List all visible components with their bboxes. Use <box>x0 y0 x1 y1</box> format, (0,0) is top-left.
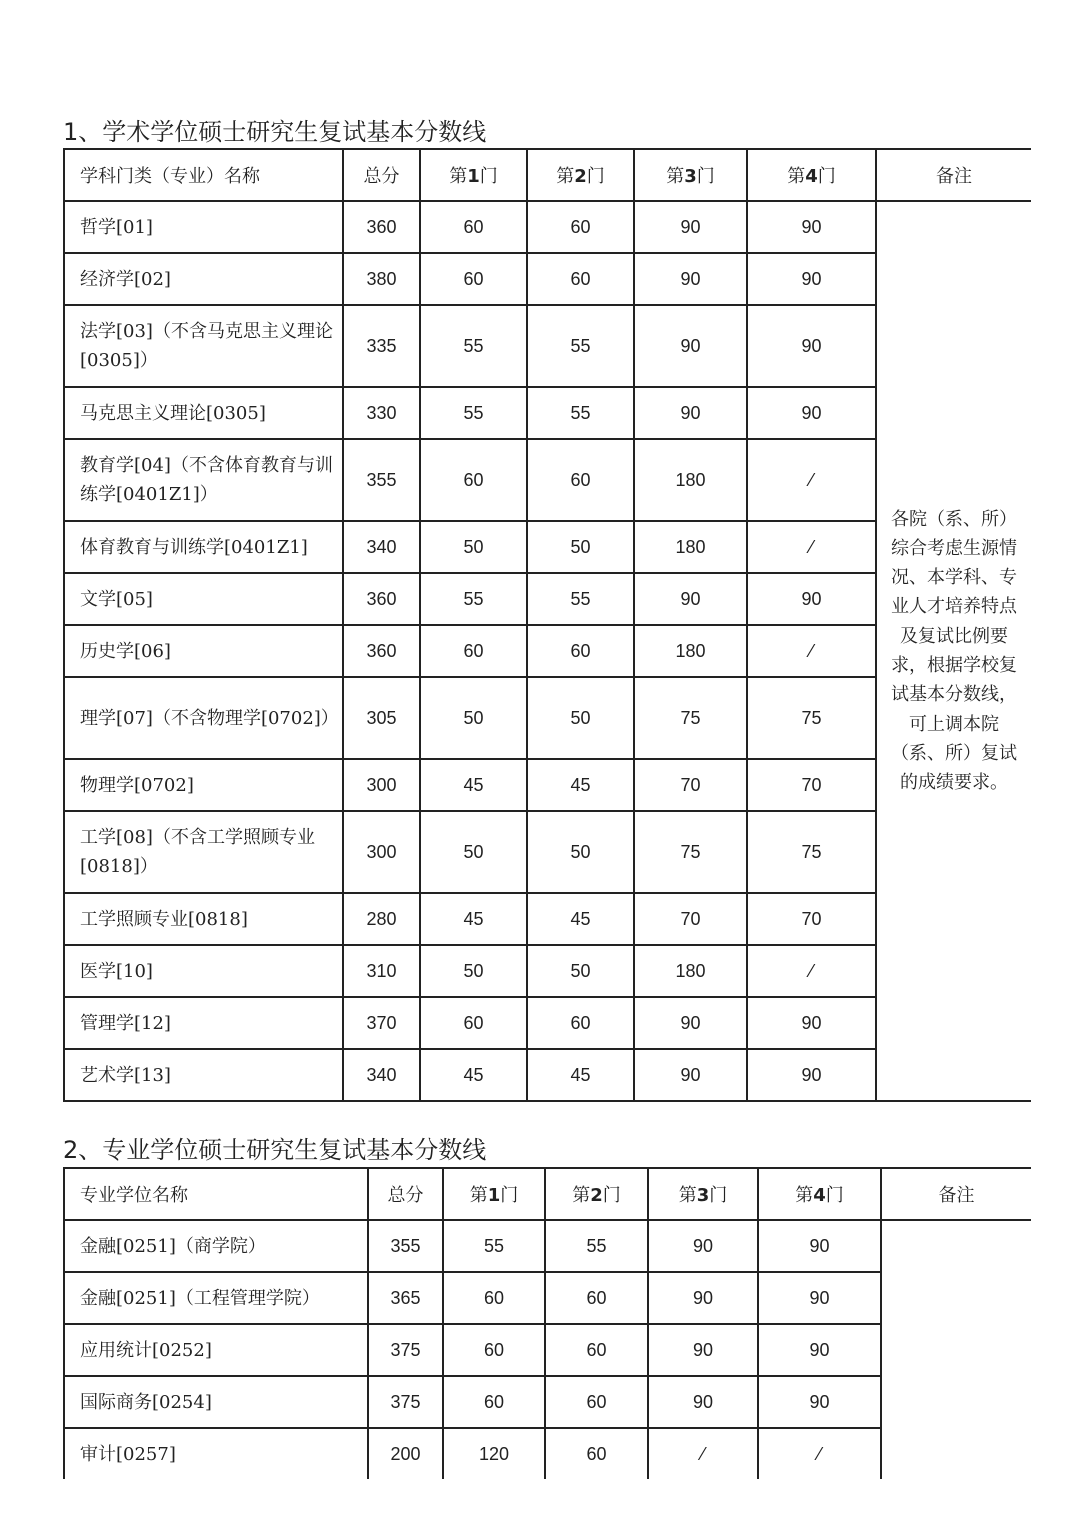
header-note: 备注 <box>881 1168 1031 1220</box>
score-4: 90 <box>747 253 876 305</box>
total-score: 360 <box>343 573 420 625</box>
score-3: 90 <box>634 201 747 253</box>
total-score: 300 <box>343 759 420 811</box>
score-2: 60 <box>527 997 634 1049</box>
score-1: 60 <box>420 439 527 521</box>
score-4: 90 <box>758 1272 881 1324</box>
header-subject-2: 第2门 <box>527 149 634 201</box>
score-4-not-applicable: ⁄ <box>747 521 876 573</box>
score-4: 90 <box>758 1324 881 1376</box>
score-4-not-applicable: ⁄ <box>758 1428 881 1479</box>
academic-score-table <box>63 148 1031 1102</box>
header-subject-2: 第2门 <box>545 1168 648 1220</box>
subject-name: 管理学[12] <box>64 997 343 1049</box>
score-1: 60 <box>443 1376 545 1428</box>
total-score: 360 <box>343 201 420 253</box>
header-subject-3: 第3门 <box>648 1168 758 1220</box>
score-2: 60 <box>527 625 634 677</box>
score-1: 50 <box>420 945 527 997</box>
subject-name: 哲学[01] <box>64 201 343 253</box>
score-2: 55 <box>527 387 634 439</box>
header-note: 备注 <box>876 149 1031 201</box>
score-4: 90 <box>747 573 876 625</box>
score-3: 90 <box>648 1220 758 1272</box>
subject-name: 文学[05] <box>64 573 343 625</box>
total-score: 370 <box>343 997 420 1049</box>
note-cell: 各院（系、所）综合考虑生源情况、本学科、专业人才培养特点及复试比例要求，根据学校复试基本分数线，可上调本院（系、所）复试的成绩要求。 <box>876 201 1031 1101</box>
subject-name: 历史学[06] <box>64 625 343 677</box>
header-subject-4: 第4门 <box>747 149 876 201</box>
total-score: 305 <box>343 677 420 759</box>
header-subject-1: 第1门 <box>443 1168 545 1220</box>
score-4: 90 <box>758 1376 881 1428</box>
score-2: 50 <box>527 521 634 573</box>
score-1: 55 <box>443 1220 545 1272</box>
total-score: 355 <box>343 439 420 521</box>
score-1: 60 <box>420 625 527 677</box>
score-2: 50 <box>527 811 634 893</box>
professional-score-table <box>63 1167 1031 1479</box>
score-2: 55 <box>527 573 634 625</box>
section1-title: 1、学术学位硕士研究生复试基本分数线 <box>63 118 487 146</box>
score-4-not-applicable: ⁄ <box>747 625 876 677</box>
score-3: 90 <box>634 305 747 387</box>
score-2: 60 <box>527 201 634 253</box>
score-3: 90 <box>634 573 747 625</box>
score-3-not-applicable: ⁄ <box>648 1428 758 1479</box>
subject-name: 医学[10] <box>64 945 343 997</box>
score-2: 60 <box>527 253 634 305</box>
header-total: 总分 <box>343 149 420 201</box>
score-3: 90 <box>634 1049 747 1101</box>
score-2: 60 <box>545 1428 648 1479</box>
score-3: 75 <box>634 811 747 893</box>
score-3: 180 <box>634 439 747 521</box>
score-3: 75 <box>634 677 747 759</box>
total-score: 375 <box>368 1324 443 1376</box>
score-4: 90 <box>747 201 876 253</box>
table-row <box>64 1220 1031 1272</box>
total-score: 380 <box>343 253 420 305</box>
score-2: 45 <box>527 893 634 945</box>
subject-name: 理学[07]（不含物理学[0702]） <box>64 677 343 759</box>
subject-name: 工学照顾专业[0818] <box>64 893 343 945</box>
score-4-not-applicable: ⁄ <box>747 945 876 997</box>
degree-name: 金融[0251]（工程管理学院） <box>64 1272 368 1324</box>
score-1: 60 <box>443 1324 545 1376</box>
score-2: 60 <box>545 1376 648 1428</box>
total-score: 365 <box>368 1272 443 1324</box>
score-1: 60 <box>420 997 527 1049</box>
total-score: 375 <box>368 1376 443 1428</box>
subject-name: 体育教育与训练学[0401Z1] <box>64 521 343 573</box>
score-2: 50 <box>527 677 634 759</box>
score-2: 50 <box>527 945 634 997</box>
subject-name: 艺术学[13] <box>64 1049 343 1101</box>
score-4: 90 <box>747 997 876 1049</box>
score-4: 70 <box>747 759 876 811</box>
score-2: 60 <box>545 1272 648 1324</box>
total-score: 340 <box>343 1049 420 1101</box>
score-4: 90 <box>747 387 876 439</box>
score-3: 70 <box>634 893 747 945</box>
score-4: 75 <box>747 677 876 759</box>
score-2: 45 <box>527 1049 634 1101</box>
degree-name: 金融[0251]（商学院） <box>64 1220 368 1272</box>
subject-name: 物理学[0702] <box>64 759 343 811</box>
score-1: 55 <box>420 387 527 439</box>
table-header-row <box>64 1168 1031 1220</box>
score-4: 75 <box>747 811 876 893</box>
score-1: 120 <box>443 1428 545 1479</box>
subject-name: 马克思主义理论[0305] <box>64 387 343 439</box>
score-2: 55 <box>545 1220 648 1272</box>
score-3: 90 <box>648 1324 758 1376</box>
table-header-row <box>64 149 1031 201</box>
score-2: 55 <box>527 305 634 387</box>
score-1: 50 <box>420 677 527 759</box>
total-score: 280 <box>343 893 420 945</box>
degree-name: 应用统计[0252] <box>64 1324 368 1376</box>
subject-name: 教育学[04]（不含体育教育与训练学[0401Z1]） <box>64 439 343 521</box>
subject-name: 法学[03]（不含马克思主义理论[0305]） <box>64 305 343 387</box>
score-4: 90 <box>747 1049 876 1101</box>
header-subject-3: 第3门 <box>634 149 747 201</box>
score-4-not-applicable: ⁄ <box>747 439 876 521</box>
score-3: 180 <box>634 945 747 997</box>
section2-title: 2、专业学位硕士研究生复试基本分数线 <box>63 1136 487 1164</box>
score-1: 60 <box>443 1272 545 1324</box>
subject-name: 经济学[02] <box>64 253 343 305</box>
score-1: 55 <box>420 305 527 387</box>
total-score: 340 <box>343 521 420 573</box>
score-1: 50 <box>420 811 527 893</box>
score-3: 90 <box>634 253 747 305</box>
total-score: 300 <box>343 811 420 893</box>
score-3: 90 <box>648 1272 758 1324</box>
score-3: 180 <box>634 521 747 573</box>
score-1: 60 <box>420 201 527 253</box>
score-3: 90 <box>634 387 747 439</box>
score-2: 60 <box>527 439 634 521</box>
score-4: 90 <box>747 305 876 387</box>
subject-name: 工学[08]（不含工学照顾专业[0818]） <box>64 811 343 893</box>
total-score: 330 <box>343 387 420 439</box>
score-3: 90 <box>634 997 747 1049</box>
score-3: 70 <box>634 759 747 811</box>
header-subject-1: 第1门 <box>420 149 527 201</box>
score-2: 45 <box>527 759 634 811</box>
score-1: 45 <box>420 759 527 811</box>
total-score: 355 <box>368 1220 443 1272</box>
score-3: 90 <box>648 1376 758 1428</box>
score-1: 60 <box>420 253 527 305</box>
score-2: 60 <box>545 1324 648 1376</box>
score-4: 70 <box>747 893 876 945</box>
score-3: 180 <box>634 625 747 677</box>
note-cell <box>881 1220 1031 1479</box>
header-subject: 学科门类（专业）名称 <box>64 149 343 201</box>
header-degree: 专业学位名称 <box>64 1168 368 1220</box>
score-1: 50 <box>420 521 527 573</box>
header-total: 总分 <box>368 1168 443 1220</box>
score-4: 90 <box>758 1220 881 1272</box>
table-row <box>64 201 1031 253</box>
total-score: 310 <box>343 945 420 997</box>
degree-name: 国际商务[0254] <box>64 1376 368 1428</box>
total-score: 200 <box>368 1428 443 1479</box>
degree-name: 审计[0257] <box>64 1428 368 1479</box>
score-1: 55 <box>420 573 527 625</box>
score-1: 45 <box>420 1049 527 1101</box>
score-1: 45 <box>420 893 527 945</box>
total-score: 360 <box>343 625 420 677</box>
header-subject-4: 第4门 <box>758 1168 881 1220</box>
total-score: 335 <box>343 305 420 387</box>
